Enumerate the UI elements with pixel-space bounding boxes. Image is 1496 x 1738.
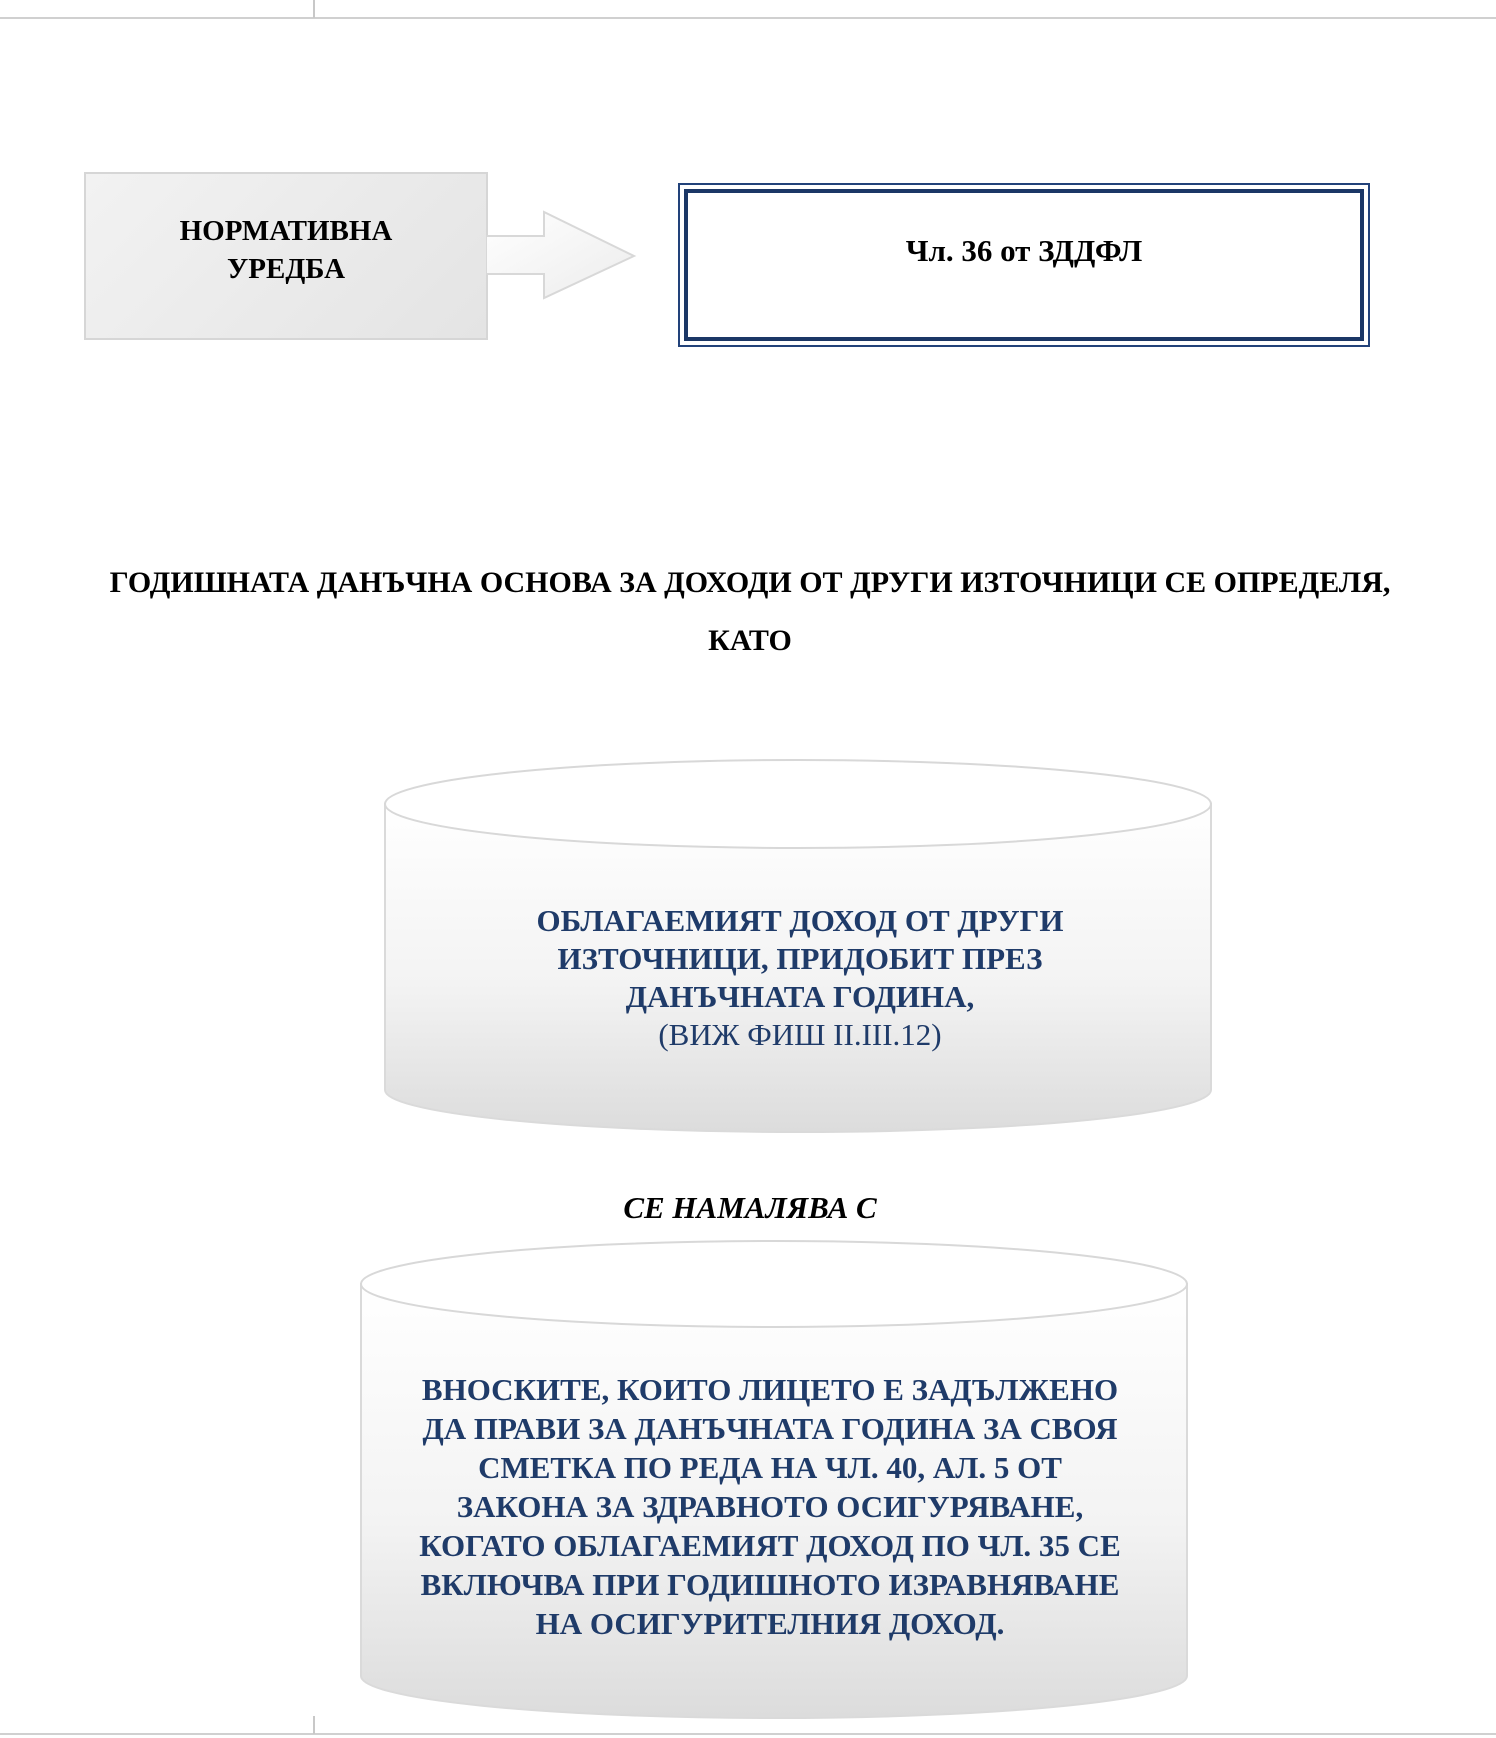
connector-label: СЕ НАМАЛЯВА С: [623, 1190, 877, 1225]
cylinder-1-text: [470, 902, 1130, 1054]
cylinder-2-text: ВНОСКИТЕ, КОИТО ЛИЦЕТО Е ЗАДЪЛЖЕНО ДА ПРАВИ ЗА ДАНЪЧНАТА ГОДИНА ЗА СВОЯ СМЕТКА ПО РЕДА НА ЧЛ. 40, АЛ. 5 ОТ ЗАКОНА ЗА ЗДРАВНОТО ОСИГУРЯВАНЕ, КОГАТО ОБЛАГАЕМИЯТ ДОХОД ПО ЧЛ. 35 СЕ ВКЛЮЧВА ПРИ ГОДИШНОТО ИЗРАВНЯВАНЕ НА ОСИГУРИТЕЛНИЯ ДОХОД.: [419, 1372, 1121, 1641]
cylinder-1-main-text: ОБЛАГАЕМИЯТ ДОХОД ОТ ДРУГИ ИЗТОЧНИЦИ, ПРИДОБИТ ПРЕЗ ДАНЪЧНАТА ГОДИНА,: [536, 903, 1064, 1014]
source-box-label: НОРМАТИВНА УРЕДБА: [179, 215, 393, 285]
cylinder-1-reference: (ВИЖ ФИШ II.III.12): [658, 1017, 942, 1052]
target-box-label: Чл. 36 от ЗДДФЛ: [905, 233, 1143, 268]
section-heading: ГОДИШНАТА ДАНЪЧНА ОСНОВА ЗА ДОХОДИ ОТ ДРУГИ ИЗТОЧНИЦИ СЕ ОПРЕДЕЛЯ, КАТО: [109, 566, 1391, 657]
